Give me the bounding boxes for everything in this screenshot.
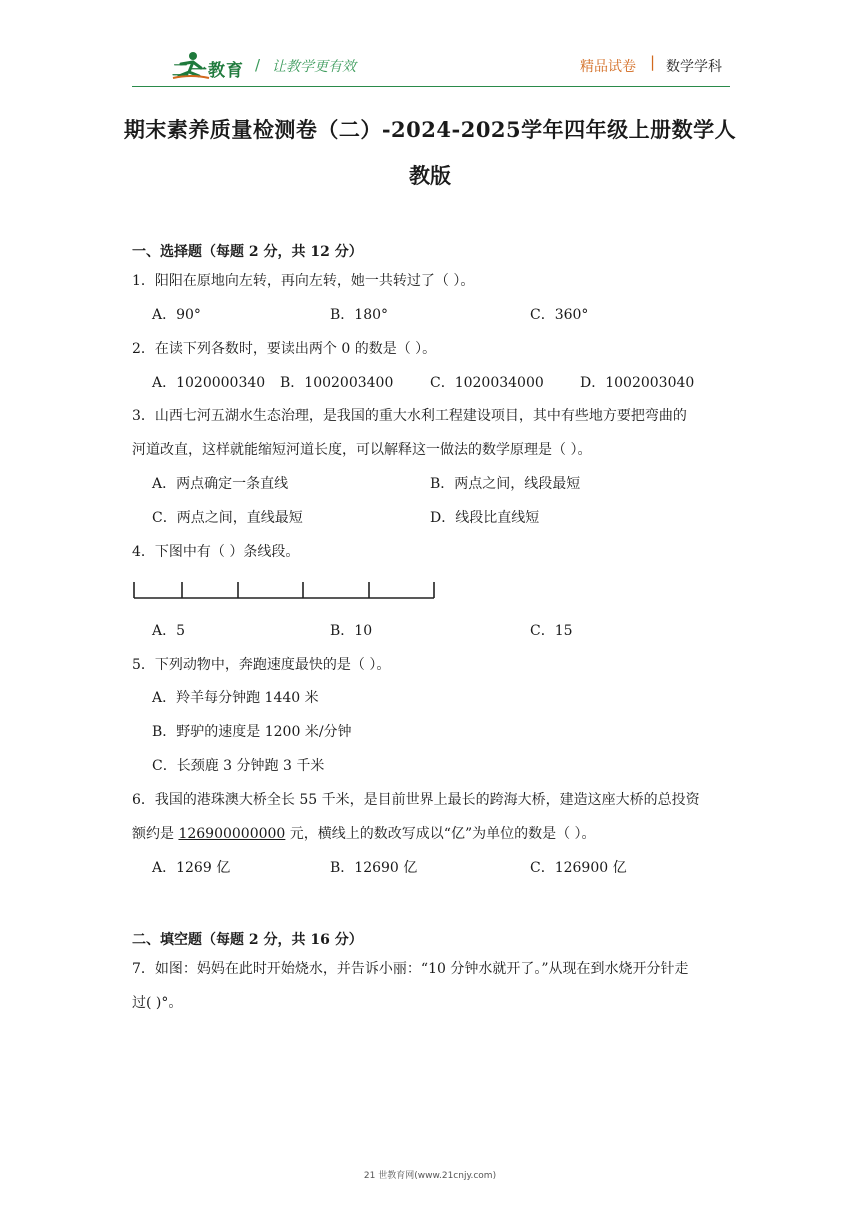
q2-option-a: A．1020000340 bbox=[152, 375, 266, 391]
question-7-line1: 7．如图：妈妈在此时开始烧水，并告诉小丽：“10 分钟水就开了。”从现在到水烧开分针走 bbox=[132, 961, 689, 977]
q2-option-d: D．1002003040 bbox=[580, 375, 695, 391]
q2-option-c: C．1020034000 bbox=[430, 375, 544, 391]
q6-underlined-number: 126900000000 bbox=[178, 826, 286, 842]
question-2: 2．在读下列各数时，要读出两个 0 的数是（ ）。 bbox=[132, 341, 437, 357]
header-tag-subject: 数学学科 bbox=[666, 59, 722, 75]
slogan: 让教学更有效 bbox=[272, 59, 356, 75]
q6-option-a: A．1269 亿 bbox=[152, 860, 231, 876]
header-divider: | bbox=[650, 53, 656, 71]
q3-option-b: B．两点之间，线段最短 bbox=[430, 476, 581, 492]
question-5: 5．下列动物中，奔跑速度最快的是（ ）。 bbox=[132, 657, 391, 673]
q4-option-b: B．10 bbox=[330, 623, 373, 639]
q5-option-b: B．野驴的速度是 1200 米/分钟 bbox=[152, 724, 352, 740]
q6-line2-suffix: 元，横线上的数改写成以“亿”为单位的数是（ ）。 bbox=[285, 826, 596, 842]
document-title-line1: 期末素养质量检测卷（二）-2024-2025学年四年级上册数学人 bbox=[123, 117, 737, 142]
q5-option-c: C．长颈鹿 3 分钟跑 3 千米 bbox=[152, 758, 325, 774]
q3-option-a: A．两点确定一条直线 bbox=[152, 476, 289, 492]
q6-line2-prefix: 额约是 bbox=[132, 826, 179, 842]
section-heading-choice: 一、选择题（每题 2 分，共 12 分） bbox=[132, 244, 363, 260]
q1-option-a: A．90° bbox=[152, 307, 201, 323]
q6-option-c: C．126900 亿 bbox=[530, 860, 627, 876]
header-tag-quality: 精品试卷 bbox=[580, 59, 636, 75]
q1-option-b: B．180° bbox=[330, 307, 389, 323]
q2-option-b: B．1002003400 bbox=[280, 375, 394, 391]
question-7-line2: 过( )°。 bbox=[132, 995, 183, 1011]
document-title-line2: 教版 bbox=[409, 163, 451, 188]
question-6-line2 bbox=[132, 823, 596, 843]
question-3-line1: 3．山西七河五湖水生态治理，是我国的重大水利工程建设项目，其中有些地方要把弯曲的 bbox=[132, 408, 687, 424]
q1-option-c: C．360° bbox=[530, 307, 589, 323]
logo-text: 二一教育 bbox=[172, 61, 244, 81]
question-1: 1．阳阳在原地向左转，再向左转，她一共转过了（ ）。 bbox=[132, 273, 475, 289]
question-6-line1: 6．我国的港珠澳大桥全长 55 千米，是目前世界上最长的跨海大桥，建造这座大桥的总投资 bbox=[132, 792, 700, 808]
q4-option-c: C．15 bbox=[530, 623, 573, 639]
question-3-line2: 河道改直，这样就能缩短河道长度，可以解释这一做法的数学原理是（ ）。 bbox=[132, 442, 592, 458]
q4-option-a: A．5 bbox=[152, 623, 186, 639]
line-segment-figure bbox=[132, 578, 438, 602]
header-rule bbox=[132, 86, 730, 87]
page-footer: 21 世教育网(www.21cnjy.com) bbox=[363, 1171, 497, 1181]
q5-option-a: A．羚羊每分钟跑 1440 米 bbox=[152, 690, 319, 706]
section-heading-fill: 二、填空题（每题 2 分，共 16 分） bbox=[132, 932, 363, 948]
slogan-divider: / bbox=[255, 56, 261, 74]
q3-option-c: C．两点之间，直线最短 bbox=[152, 510, 303, 526]
q6-option-b: B．12690 亿 bbox=[330, 860, 418, 876]
question-4: 4．下图中有（ ）条线段。 bbox=[132, 544, 300, 560]
q3-option-d: D．线段比直线短 bbox=[430, 510, 540, 526]
